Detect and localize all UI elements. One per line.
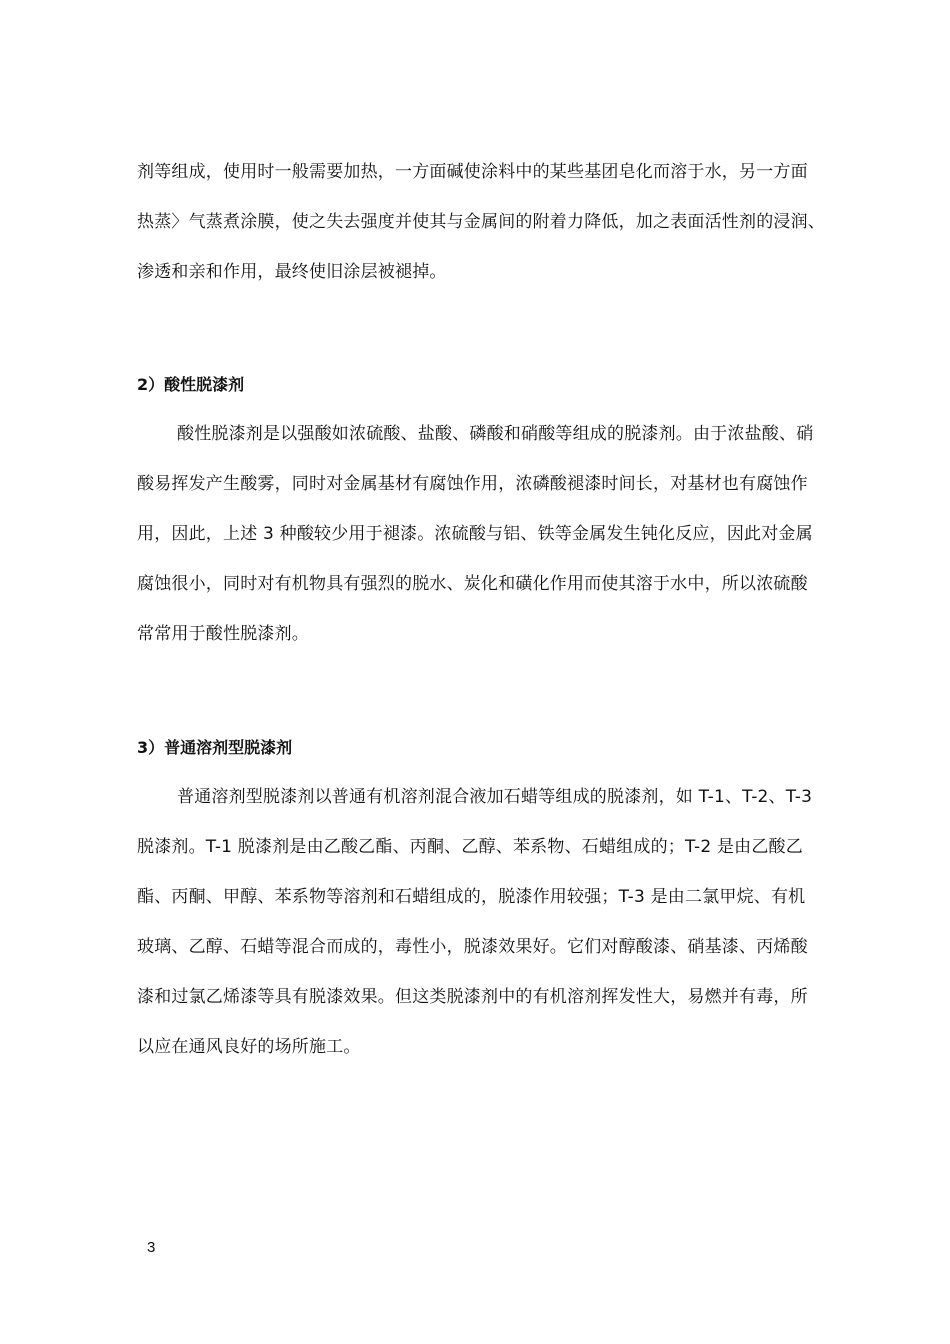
section3-line-3: 酯、丙酮、甲醇、苯系物等溶剂和石蜡组成的，脱漆作用较强；T-3 是由二氯甲烷、有机: [137, 887, 806, 907]
section2-line-1: 酸性脱漆剂是以强酸如浓硫酸、盐酸、磷酸和硝酸等组成的脱漆剂。由于浓盐酸、硝: [177, 424, 814, 444]
intro-line-1: 剂等组成，使用时一般需要加热，一方面碱使涂料中的某些基团皂化而溶于水，另一方面: [137, 162, 808, 182]
page-number: 3: [147, 1239, 156, 1256]
section3-line-5: 漆和过氯乙烯漆等具有脱漆效果。但这类脱漆剂中的有机溶剂挥发性大，易燃并有毒，所: [137, 987, 808, 1007]
section2-heading: 2）酸性脱漆剂: [137, 375, 245, 394]
section3-line-6: 以应在通风良好的场所施工。: [137, 1037, 361, 1057]
section3-line-2: 脱漆剂。T-1 脱漆剂是由乙酸乙酯、丙酮、乙醇、苯系物、石蜡组成的；T-2 是由乙酸乙: [137, 837, 803, 857]
section2-line-5: 常常用于酸性脱漆剂。: [137, 624, 309, 644]
section2-line-3: 用，因此，上述 3 种酸较少用于褪漆。浓硫酸与铝、铁等金属发生钝化反应，因此对金属: [137, 524, 813, 544]
section3-line-1: 普通溶剂型脱漆剂以普通有机溶剂混合液加石蜡等组成的脱漆剂，如 T-1、T-2、T-3: [177, 787, 813, 807]
section3-heading: 3）普通溶剂型脱漆剂: [137, 738, 293, 757]
intro-line-2: 热蒸〉气蒸煮涂膜，使之失去强度并使其与金属间的附着力降低，加之表面活性剂的浸润、: [137, 212, 825, 232]
intro-line-3: 渗透和亲和作用，最终使旧涂层被褪掉。: [137, 262, 447, 282]
section2-line-4: 腐蚀很小，同时对有机物具有强烈的脱水、炭化和磺化作用而使其溶于水中，所以浓硫酸: [137, 574, 808, 594]
section3-line-4: 玻璃、乙醇、石蜡等混合而成的，毒性小，脱漆效果好。它们对醇酸漆、硝基漆、丙烯酸: [137, 937, 808, 957]
section2-line-2: 酸易挥发产生酸雾，同时对金属基材有腐蚀作用，浓磷酸褪漆时间长，对基材也有腐蚀作: [137, 474, 808, 494]
